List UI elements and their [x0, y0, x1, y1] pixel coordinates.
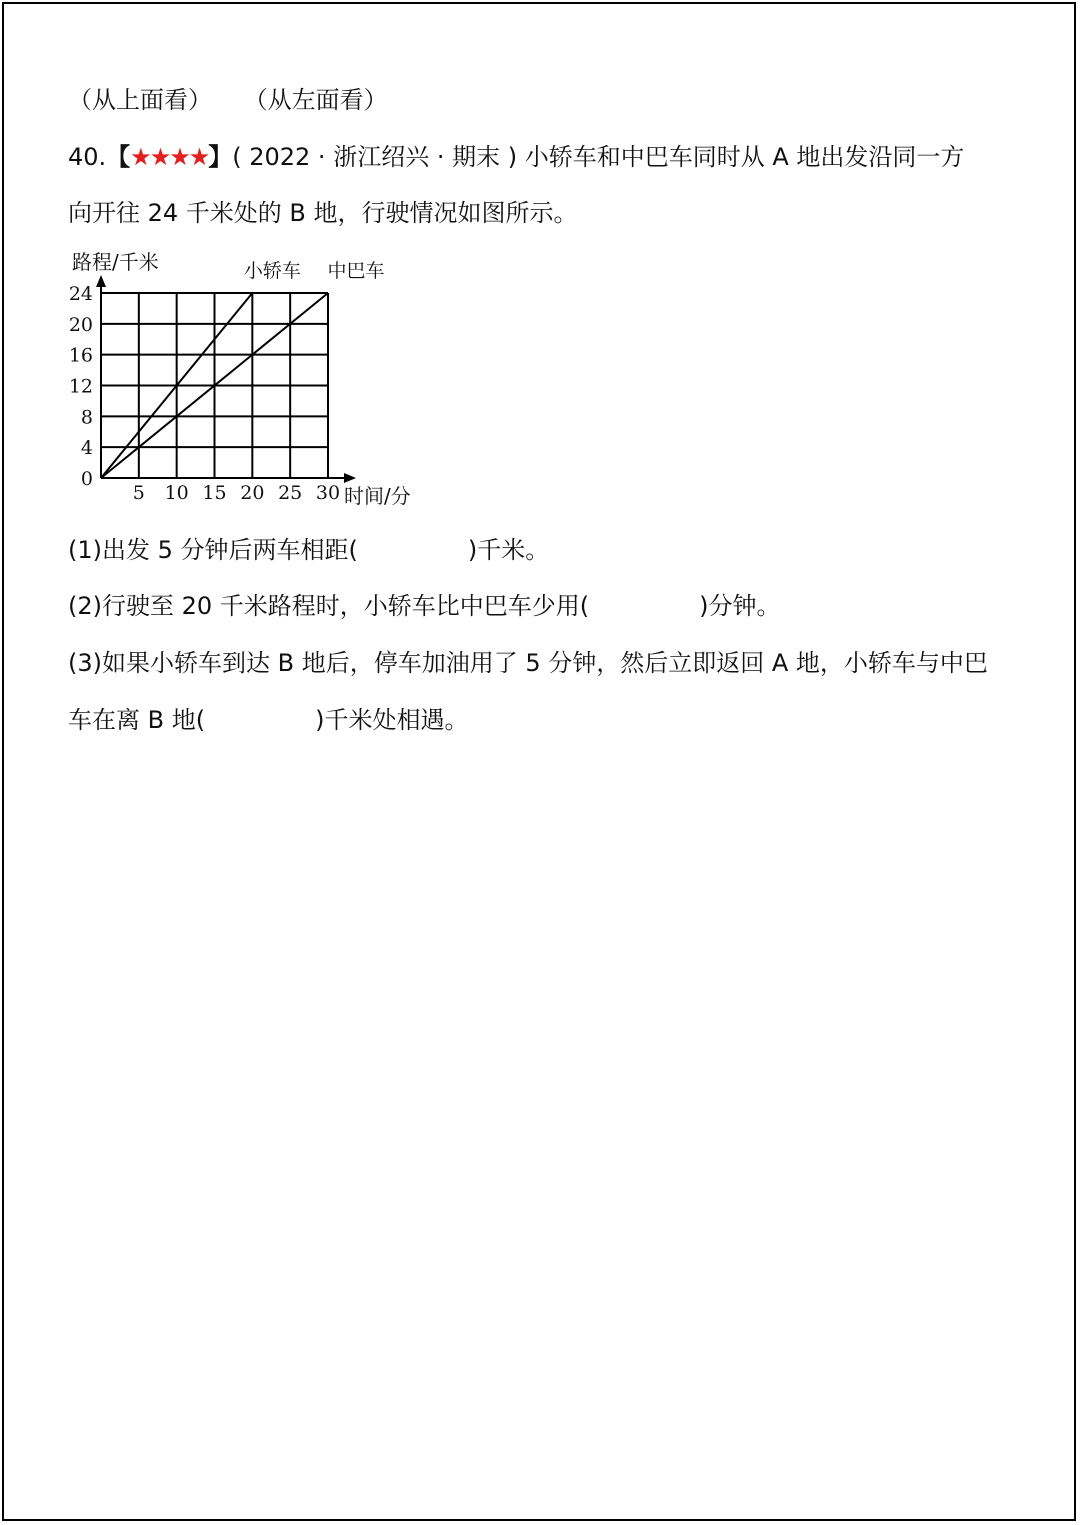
chart-labels — [69, 250, 411, 508]
series-label-1: 小轿车 — [243, 260, 301, 282]
page-border — [2, 2, 1076, 1521]
sub-question-3 — [68, 643, 988, 678]
x-tick-label: 25 — [278, 482, 303, 504]
difficulty-bracket-close: 】 — [208, 143, 233, 171]
y-tick-label: 20 — [68, 313, 93, 336]
sub-question-2-text: (2)行驶至 20 千米路程时，小轿车比中巴车少用( — [68, 592, 590, 620]
question-text-line2: 向开往 24 千米处的 B 地，行驶情况如图所示。 — [68, 199, 578, 227]
x-tick-label: 10 — [164, 482, 189, 504]
sub-question-3-line2-text: 车在离 B 地( — [68, 706, 206, 734]
x-tick-label: 5 — [132, 482, 145, 504]
sub-question-2-tail: )分钟。 — [699, 592, 781, 620]
sub-question-2 — [68, 586, 781, 621]
y-tick-label: 4 — [80, 437, 93, 460]
distance-time-chart — [60, 245, 440, 515]
sub-question-1-text: (1)出发 5 分钟后两车相距( — [68, 536, 358, 564]
y-axis-title: 路程/千米 — [72, 250, 159, 274]
difficulty-stars-icon: ★★★★ — [130, 143, 209, 171]
x-tick-label: 30 — [315, 482, 341, 504]
sub-question-3-text: (3)如果小轿车到达 B 地后，停车加油用了 5 分钟，然后立即返回 A 地，小轿车与中巴 — [68, 649, 988, 677]
sub-question-3-line2 — [68, 700, 468, 735]
sub-question-3-line2-tail: )千米处相遇。 — [315, 706, 469, 734]
view-labels — [68, 80, 412, 115]
x-axis-arrow-icon — [344, 473, 356, 483]
question-number: 40. — [68, 143, 107, 171]
x-axis-title: 时间/分 — [344, 484, 411, 508]
view-label-top: （从上面看） — [68, 86, 212, 114]
y-tick-label: 12 — [68, 375, 93, 398]
y-tick-label: 16 — [68, 344, 93, 367]
y-tick-label: 24 — [68, 283, 93, 305]
y-tick-label: 8 — [80, 406, 93, 429]
sub-question-1-tail: )千米。 — [467, 536, 550, 564]
sub-question-1 — [68, 530, 549, 565]
question-header — [68, 137, 964, 172]
origin-label: 0 — [80, 468, 93, 490]
difficulty-bracket-open: 【 — [106, 143, 131, 171]
y-axis-arrow-icon — [96, 275, 106, 287]
x-tick-label: 15 — [202, 482, 227, 504]
chart-axes — [96, 275, 356, 483]
question-source-text: ( 2022 · 浙江绍兴 · 期末 ) 小轿车和中巴车同时从 A 地出发沿同一方 — [232, 143, 965, 171]
series-label-2: 中巴车 — [327, 260, 385, 282]
x-tick-label: 20 — [240, 482, 265, 504]
view-label-left: （从左面看） — [243, 86, 388, 114]
